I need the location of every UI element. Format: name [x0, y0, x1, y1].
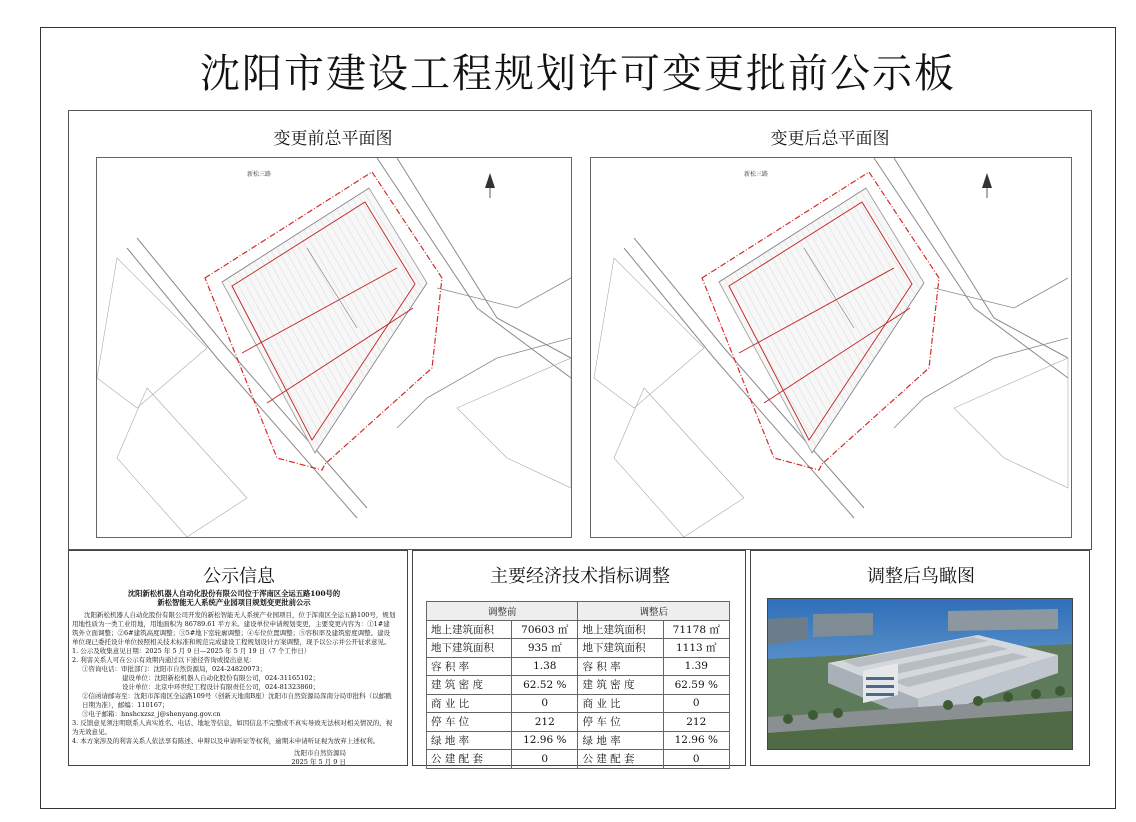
indicator-value-before: 12.96 %: [512, 731, 578, 750]
notice-title-1: 沈阳新松机器人自动化股份有限公司位于浑南区全运五路100号的: [127, 589, 341, 598]
site-plan-before-drawing: [97, 158, 571, 537]
notice-text: [72, 589, 396, 767]
before-header: 调整前: [427, 602, 578, 621]
indicator-name-after: 地上建筑面积: [578, 620, 663, 639]
after-parcel: [614, 388, 744, 537]
indicator-name-after: 建 筑 密 度: [578, 676, 663, 695]
notice-title-2: 新松智能无人系统产业园项目规划变更批前公示: [157, 598, 311, 607]
indicator-name-after: 停 车 位: [578, 713, 663, 732]
indicator-row: [427, 694, 730, 713]
before-parcel: [457, 358, 571, 488]
info-panel: [68, 550, 408, 766]
before-north-arrow-icon: [485, 173, 495, 188]
indicator-name-before: 建 筑 密 度: [427, 676, 512, 695]
plan-after-title: 变更后总平面图: [770, 129, 890, 149]
before-road-line: [437, 278, 571, 308]
board-title: 沈阳市建设工程规划许可变更批前公示板: [200, 51, 956, 97]
before-road-line: [397, 338, 571, 428]
indicator-value-before: 935 ㎡: [512, 639, 578, 658]
notice-body: 沈阳新松机器人自动化股份有限公司开发的新松智能无人系统产业园项目，位于浑南区全运五路100号，规划用地性质为一类工业用地，用地面积为 86789.61 平方米。建设单位申请规划变更，主要变更内容为：①1#建筑外立面调整；②6#建筑高度调整；③5#地下室轮廓调整；④车位位置调整；⑤容积率及建筑密度调整。建设单位现已委托设计单位按照相关技术标准和规范完成建设工程规划设计方案调整，现予以公示并公开征求意见。: [72, 611, 396, 646]
notice-item-2b: 建设单位：沈阳新松机器人自动化股份有限公司，024-31165102；: [122, 674, 320, 682]
notice-item-4: 4. 本方案涉及的利害关系人依法享有陈述、申辩以及申请听证等权利，逾期未申请听证视为放弃上述权利。: [72, 737, 380, 745]
after-road-label: 新松三路: [744, 171, 769, 178]
indicator-value-before: 70603 ㎡: [512, 620, 578, 639]
indicator-value-after: 0: [663, 750, 729, 769]
indicator-value-after: 212: [663, 713, 729, 732]
indicators-heading: 主要经济技术指标调整: [490, 566, 670, 587]
indicator-name-before: 地上建筑面积: [427, 620, 512, 639]
indicator-name-before: 停 车 位: [427, 713, 512, 732]
aerial-rendering-image: [768, 599, 1072, 749]
indicator-value-after: 1113 ㎡: [663, 639, 729, 658]
before-parcel: [97, 258, 207, 408]
after-north-arrow-icon: [982, 173, 992, 188]
indicators-table: [426, 601, 730, 769]
aerial-heading: 调整后鸟瞰图: [867, 566, 975, 587]
indicator-row: [427, 713, 730, 732]
after-header: 调整后: [578, 602, 730, 621]
indicator-value-before: 0: [512, 694, 578, 713]
indicator-value-before: 1.38: [512, 657, 578, 676]
notice-item-2d: ②信函请邮寄至：沈阳市浑南区全运路109号（创新天地南B座）沈阳市自然资源局浑南分局审批科（以邮戳日期为准），邮编：110167；: [82, 692, 392, 709]
notice-sign-date: 2025 年 5 月 9 日: [291, 758, 346, 766]
after-road-line: [894, 158, 1068, 358]
before-parcel: [117, 388, 247, 537]
indicator-value-after: 71178 ㎡: [663, 620, 729, 639]
notice-sign-org: 沈阳市自然资源局: [294, 749, 346, 757]
indicator-value-after: 62.59 %: [663, 676, 729, 695]
notice-item-3: 3. 反馈意见须注明联系人真实姓名、电话、地址等信息，如因信息不完整或不真实导致无法核对相关情况的，视为无效意见。: [72, 719, 393, 736]
indicator-name-after: 地下建筑面积: [578, 639, 663, 658]
after-parcel: [594, 258, 704, 408]
before-road-label: 新松三路: [247, 171, 272, 178]
after-road-line: [894, 338, 1068, 428]
notice-item-2: 2. 利害关系人可在公示有效期内通过以下途径咨询或提出意见：: [72, 656, 256, 664]
site-plan-before: [96, 157, 572, 538]
indicator-value-after: 12.96 %: [663, 731, 729, 750]
indicator-row: [427, 620, 730, 639]
indicator-row: [427, 750, 730, 769]
indicator-row: [427, 639, 730, 658]
plan-before-title: 变更前总平面图: [273, 129, 393, 149]
site-plan-after: [590, 157, 1072, 538]
indicator-value-before: 62.52 %: [512, 676, 578, 695]
notice-item-2c: 设计单位：北京中环世纪工程设计有限责任公司，024-81323860；: [122, 683, 320, 691]
indicator-row: [427, 657, 730, 676]
indicator-name-after: 绿 地 率: [578, 731, 663, 750]
indicator-row: [427, 676, 730, 695]
indicator-name-before: 商 业 比: [427, 694, 512, 713]
notice-item-2a: ①咨询电话：审批部门：沈阳市自然资源局，024-24820973；: [82, 665, 267, 673]
aerial-rendering: [767, 598, 1073, 750]
indicator-name-before: 容 积 率: [427, 657, 512, 676]
info-heading: 公示信息: [203, 566, 275, 587]
indicator-value-before: 0: [512, 750, 578, 769]
indicator-row: [427, 731, 730, 750]
site-plan-after-drawing: [591, 158, 1071, 537]
indicators-header-row: [427, 602, 730, 621]
indicator-value-after: 1.39: [663, 657, 729, 676]
indicator-name-before: 公 建 配 套: [427, 750, 512, 769]
indicator-name-after: 容 积 率: [578, 657, 663, 676]
notice-item-1: 1. 公示及收集意见日期：2025 年 5 月 9 日—2025 年 5 月 19 日（7 个工作日）: [72, 647, 311, 655]
indicator-name-before: 地下建筑面积: [427, 639, 512, 658]
before-road-line: [397, 158, 571, 358]
notice-item-2e: ③电子邮箱：hnshcxzsz_j@shenyang.gov.cn: [82, 710, 221, 718]
after-road-line: [934, 278, 1068, 308]
indicator-name-after: 公 建 配 套: [578, 750, 663, 769]
indicator-value-after: 0: [663, 694, 729, 713]
indicator-name-after: 商 业 比: [578, 694, 663, 713]
indicator-value-before: 212: [512, 713, 578, 732]
indicator-name-before: 绿 地 率: [427, 731, 512, 750]
after-parcel: [954, 358, 1068, 488]
